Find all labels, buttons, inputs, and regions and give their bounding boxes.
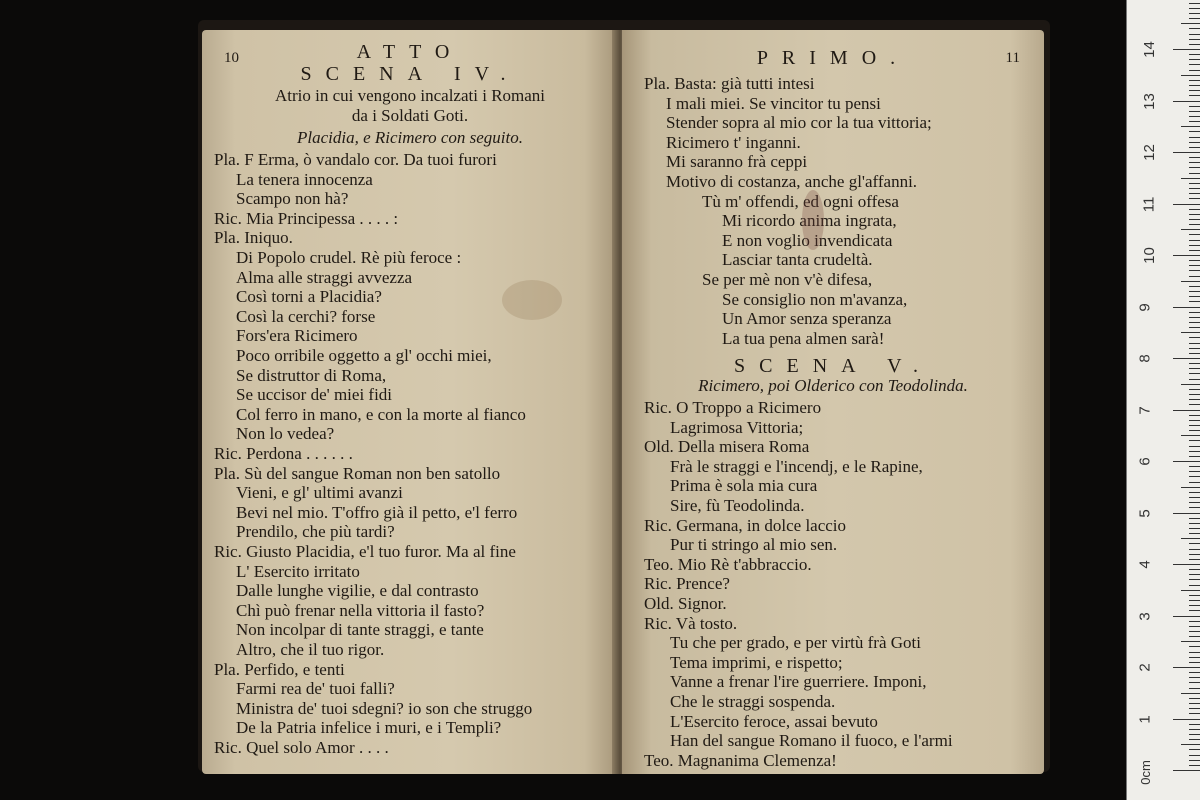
page-number: 10 (224, 50, 239, 66)
ruler-tick (1189, 291, 1200, 292)
ruler-tick (1189, 652, 1200, 653)
ruler-tick (1173, 410, 1200, 411)
ruler-tick (1189, 70, 1200, 71)
ruler-tick (1189, 379, 1200, 380)
verse-line: Ric. O Troppo a Ricimero (644, 398, 822, 417)
running-head: PRIMO. (756, 47, 910, 69)
ruler-tick (1189, 240, 1200, 241)
ruler-tick (1189, 466, 1200, 467)
ruler-tick (1189, 157, 1200, 158)
verse-line: Vanne a frenar l'ire guerriere. Imponi, (670, 672, 927, 692)
verse-line: Tema imprimi, e rispetto; (670, 652, 843, 672)
verse-line: I mali miei. Se vincitor tu pensi (666, 93, 881, 113)
ruler-number: 5 (1136, 508, 1154, 518)
verse-line: Che le straggi sospenda. (670, 692, 836, 711)
ruler-number: 4 (1136, 560, 1154, 569)
ruler-tick (1189, 446, 1200, 447)
ruler-tick (1189, 554, 1200, 555)
scale-ruler (1126, 0, 1200, 800)
verse-line: E non voglio invendicata (722, 230, 893, 250)
ruler-tick (1189, 59, 1200, 60)
ruler-number: 14 (1140, 41, 1158, 58)
ruler-tick (1181, 23, 1200, 24)
setting-line: Atrio in cui vengono incalzati i Romani (274, 86, 546, 105)
ruler-tick (1173, 358, 1200, 359)
verse-line: Lagrimosa Vittoria; (670, 417, 804, 437)
verse-line: Farmi rea de' tuoi falli? (236, 679, 395, 699)
verse-line: Vieni, e gl' ultimi avanzi (236, 483, 403, 503)
ruler-tick (1189, 13, 1200, 14)
verse-line: Ricimero t' inganni. (666, 132, 801, 152)
setting-line: da i Soldati Goti. (351, 106, 469, 125)
ruler-tick (1189, 142, 1200, 143)
stain (802, 190, 824, 250)
verse-line: Teo. Mio Rè t'abbraccio. (644, 554, 812, 574)
ruler-tick (1189, 698, 1200, 699)
ruler-tick (1189, 585, 1200, 586)
ruler-tick (1189, 312, 1200, 313)
ruler-tick (1189, 657, 1200, 658)
ruler-number: 2 (1136, 663, 1154, 672)
verse-line: Ric. Prence? (644, 574, 730, 594)
verse-line: Stender sopra al mio cor la tua vittoria; (666, 113, 932, 133)
ruler-tick (1189, 724, 1200, 725)
ruler-tick (1189, 116, 1200, 117)
ruler-tick (1189, 507, 1200, 508)
ruler-tick (1181, 178, 1200, 179)
right-page (622, 30, 1044, 774)
ruler-tick (1189, 420, 1200, 421)
ruler-tick (1189, 296, 1200, 297)
verse-line: Lasciar tanta crudeltà. (722, 250, 873, 270)
ruler-tick (1189, 523, 1200, 524)
ruler-tick (1189, 543, 1200, 544)
left-page (202, 30, 618, 774)
ruler-tick (1189, 636, 1200, 637)
verse-line: Mi saranno frà ceppi (666, 152, 808, 172)
ruler-tick (1173, 667, 1200, 668)
ruler-tick (1181, 281, 1200, 282)
ruler-tick (1189, 363, 1200, 364)
verse-line: Non lo vedea? (236, 424, 335, 444)
ruler-tick (1189, 399, 1200, 400)
ruler-tick (1189, 18, 1200, 19)
ruler-tick (1189, 193, 1200, 194)
ruler-tick (1173, 152, 1200, 153)
ruler-tick (1173, 49, 1200, 50)
verse-line: La tua pena almen sarà! (722, 328, 885, 348)
ruler-tick (1173, 719, 1200, 720)
ruler-tick (1189, 533, 1200, 534)
ruler-tick (1173, 101, 1200, 102)
ruler-tick (1189, 90, 1200, 91)
ruler-tick (1189, 672, 1200, 673)
ruler-tick (1189, 492, 1200, 493)
scene-heading: SCENA V. (734, 355, 932, 377)
ruler-tick (1189, 188, 1200, 189)
ruler-tick (1189, 739, 1200, 740)
verse-line: De la Patria infelice i muri, e i Templi? (236, 718, 502, 738)
verse-line: Alma alle straggi avvezza (236, 267, 413, 287)
verse-line: L' Esercito irritato (236, 561, 360, 581)
verse-line: Pla. F Erma, ò vandalo cor. Da tuoi furori (214, 150, 497, 169)
ruler-tick (1173, 770, 1200, 771)
ruler-tick (1173, 564, 1200, 565)
ruler-number: 13 (1140, 92, 1158, 110)
ruler-tick (1189, 760, 1200, 761)
ruler-tick (1189, 167, 1200, 168)
verse-line: Col ferro in mano, e con la morte al fianco (236, 404, 526, 424)
ruler-tick (1189, 394, 1200, 395)
verse-line: Ministra de' tuoi sdegni? io son che struggo (236, 698, 533, 718)
ruler-tick (1189, 729, 1200, 730)
ruler-tick (1189, 214, 1200, 215)
ruler-tick (1189, 368, 1200, 369)
verse-line: Ric. Giusto Placidia, e'l tuo furor. Ma al fine (214, 542, 516, 561)
verse-line: Tu che per grado, e per virtù frà Goti (670, 633, 921, 653)
verse-line: Altro, che il tuo rigor. (236, 640, 385, 659)
scene-heading: SCENA IV. (300, 63, 520, 85)
ruler-tick (1189, 755, 1200, 756)
ruler-tick (1189, 610, 1200, 611)
ruler-tick (1173, 255, 1200, 256)
ruler-tick (1181, 487, 1200, 488)
verse-line: Un Amor senza speranza (722, 309, 892, 329)
verse-line: Dalle lunghe vigilie, e dal contrasto (236, 581, 479, 601)
ruler-tick (1189, 425, 1200, 426)
verse-line: Ric. Perdona . . . . . . (214, 444, 353, 463)
ruler-tick (1189, 198, 1200, 199)
ruler-tick (1189, 621, 1200, 622)
ruler-tick (1189, 343, 1200, 344)
ruler-tick (1189, 131, 1200, 132)
ruler-tick (1181, 590, 1200, 591)
ruler-tick (1189, 749, 1200, 750)
ruler-tick (1189, 219, 1200, 220)
verse-line: Se per mè non v'è difesa, (702, 270, 873, 289)
ruler-number: 7 (1136, 405, 1154, 415)
verse-line: Frà le straggi e l'incendj, e le Rapine, (670, 456, 923, 476)
ruler-tick (1189, 549, 1200, 550)
ruler-tick (1189, 471, 1200, 472)
ruler-tick (1181, 384, 1200, 385)
ruler-tick (1189, 28, 1200, 29)
ruler-tick (1189, 234, 1200, 235)
ruler-tick (1189, 327, 1200, 328)
ruler-tick (1189, 265, 1200, 266)
verse-line: Ric. Germana, in dolce laccio (644, 515, 847, 535)
ruler-tick (1189, 579, 1200, 580)
ruler-tick (1189, 95, 1200, 96)
running-head: ATTO (356, 41, 464, 63)
ruler-number: 11 (1140, 196, 1158, 212)
ruler-tick (1189, 317, 1200, 318)
ruler-tick (1189, 404, 1200, 405)
verse-line: Scampo non hà? (236, 189, 349, 209)
verse-line: Old. Signor. (644, 594, 727, 613)
verse-line: Fors'era Ricimero (236, 326, 358, 346)
ruler-tick (1189, 39, 1200, 40)
ruler-tick (1189, 337, 1200, 338)
verse-line: Motivo di costanza, anche gl'affanni. (666, 172, 918, 191)
ruler-tick (1189, 605, 1200, 606)
ruler-tick (1181, 75, 1200, 76)
ruler-tick (1189, 451, 1200, 452)
ruler-tick (1189, 595, 1200, 596)
ruler-tick (1189, 518, 1200, 519)
verse-line: Prima è sola mia cura (670, 476, 818, 496)
verse-line: Prendilo, che più tardi? (236, 522, 395, 542)
verse-line: La tenera innocenza (236, 169, 373, 189)
ruler-tick (1189, 415, 1200, 416)
verse-line: Old. Della misera Roma (644, 437, 810, 457)
ruler-tick (1189, 631, 1200, 632)
ruler-tick (1181, 229, 1200, 230)
ruler-tick (1189, 677, 1200, 678)
verse-line: Pur ti stringo al mio sen. (670, 535, 838, 555)
ruler-tick (1189, 276, 1200, 277)
ruler-number: 6 (1136, 457, 1154, 466)
ruler-tick (1181, 126, 1200, 127)
verse-line: Ric. Mia Principessa . . . . : (214, 208, 399, 228)
verse-line: L'Esercito feroce, assai bevuto (670, 711, 878, 731)
ruler-tick (1189, 34, 1200, 35)
ruler-tick (1189, 250, 1200, 251)
ruler-tick (1181, 693, 1200, 694)
ruler-tick (1189, 734, 1200, 735)
ruler-tick (1189, 688, 1200, 689)
verse-line: Non incolpar di tante straggi, e tante (236, 620, 484, 640)
ruler-tick (1189, 245, 1200, 246)
ruler-tick (1181, 744, 1200, 745)
verse-line: Pla. Sù del sangue Roman non ben satollo (214, 463, 501, 483)
verse-line: Han del sangue Romano il fuoco, e l'armi (670, 731, 953, 751)
ruler-tick (1189, 646, 1200, 647)
verse-line: Sire, fù Teodolinda. (670, 496, 805, 515)
ruler-tick (1173, 513, 1200, 514)
ruler-tick (1173, 461, 1200, 462)
verse-line: Così la cerchi? forse (236, 306, 376, 326)
ruler-number: 8 (1136, 354, 1154, 363)
ruler-tick (1189, 224, 1200, 225)
verse-line: Se uccisor de' miei fidi (236, 385, 393, 405)
verse-line: Se distruttor di Roma, (236, 365, 387, 385)
ruler-tick (1189, 765, 1200, 766)
page-number: 11 (1005, 50, 1020, 66)
verse-line: Ric. Và tosto. (644, 613, 738, 633)
ruler-tick (1173, 204, 1200, 205)
ruler-tick (1189, 389, 1200, 390)
ruler-tick (1189, 54, 1200, 55)
ruler-tick (1189, 3, 1200, 4)
ruler-tick (1189, 209, 1200, 210)
character-list: Placidia, e Ricimero con seguito. (297, 128, 523, 147)
ruler-tick (1181, 435, 1200, 436)
ruler-tick (1189, 456, 1200, 457)
ruler-tick (1189, 662, 1200, 663)
ruler-tick (1189, 502, 1200, 503)
ruler-number: 12 (1140, 144, 1158, 161)
verse-line: Chì può frenar nella vittoria il fasto? (236, 600, 485, 620)
ruler-number: 10 (1140, 247, 1158, 264)
ruler-tick (1181, 538, 1200, 539)
ruler-tick (1189, 430, 1200, 431)
ruler-tick (1189, 600, 1200, 601)
ruler-tick (1189, 286, 1200, 287)
ruler-tick (1189, 682, 1200, 683)
ruler-tick (1189, 322, 1200, 323)
verse-line: Così torni a Placidia? (236, 287, 382, 307)
ruler-tick (1189, 497, 1200, 498)
ruler-tick (1189, 183, 1200, 184)
ruler-tick (1189, 528, 1200, 529)
ruler-tick (1189, 482, 1200, 483)
ruler-tick (1189, 574, 1200, 575)
ruler-tick (1189, 353, 1200, 354)
ruler-number: 9 (1136, 302, 1154, 312)
verse-line: Di Popolo crudel. Rè più feroce : (236, 248, 462, 267)
ruler-tick (1189, 64, 1200, 65)
ruler-tick (1189, 708, 1200, 709)
verse-line: Poco orribile oggetto a gl' occhi miei, (236, 346, 492, 365)
ruler-tick (1173, 307, 1200, 308)
ruler-tick (1189, 348, 1200, 349)
ruler-tick (1189, 147, 1200, 148)
ruler-tick (1189, 476, 1200, 477)
verse-line: Bevi nel mio. T'offro già il petto, e'l ferro (236, 502, 518, 522)
ruler-tick (1189, 559, 1200, 560)
ruler-tick (1189, 8, 1200, 9)
ruler-tick (1181, 641, 1200, 642)
verse-line: Pla. Basta: già tutti intesi (644, 74, 815, 93)
ruler-unit-label: 0cm (1137, 760, 1153, 785)
ruler-tick (1189, 301, 1200, 302)
ruler-number: 1 (1136, 714, 1154, 724)
ruler-tick (1189, 85, 1200, 86)
ruler-tick (1189, 111, 1200, 112)
ruler-tick (1189, 270, 1200, 271)
verse-line: Se consiglio non m'avanza, (722, 289, 908, 309)
ruler-tick (1189, 703, 1200, 704)
ruler-tick (1189, 373, 1200, 374)
verse-line: Tù m' offendi, ed ogni offesa (702, 191, 899, 211)
ruler-tick (1189, 569, 1200, 570)
ruler-tick (1181, 332, 1200, 333)
verse-line: Ric. Quel solo Amor . . . . (214, 738, 389, 757)
ruler-tick (1189, 162, 1200, 163)
ruler-tick (1189, 260, 1200, 261)
ruler-tick (1189, 173, 1200, 174)
character-list: Ricimero, poi Olderico con Teodolinda. (698, 376, 968, 395)
stain (502, 280, 562, 320)
ruler-number: 3 (1136, 611, 1154, 621)
ruler-tick (1189, 626, 1200, 627)
verse-line: Teo. Magnanima Clemenza! (644, 750, 837, 770)
verse-line: Mi ricordo anima ingrata, (722, 211, 897, 231)
ruler-tick (1173, 616, 1200, 617)
ruler-tick (1189, 121, 1200, 122)
verse-line: Pla. Perfido, e tenti (214, 659, 345, 679)
verse-line: Pla. Iniquo. (214, 228, 293, 248)
ruler-tick (1189, 44, 1200, 45)
ruler-tick (1189, 137, 1200, 138)
ruler-tick (1189, 106, 1200, 107)
ruler-tick (1189, 440, 1200, 441)
ruler-tick (1189, 713, 1200, 714)
ruler-tick (1189, 80, 1200, 81)
